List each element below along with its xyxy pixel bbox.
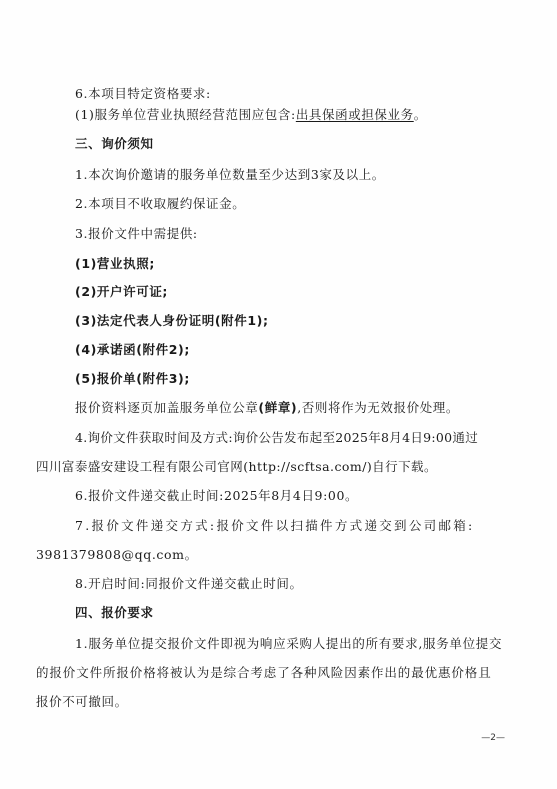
- requirement-item-1-underlined: 出具保函或担保业务: [295, 107, 414, 122]
- quotation-item-1: 1.服务单位提交报价文件即视为响应采购人提出的所有要求,服务单位提交: [75, 636, 503, 651]
- section-heading-quotation: 四、报价要求: [75, 605, 154, 620]
- section-heading-inquiry: 三、询价须知: [75, 136, 154, 151]
- inquiry-item-2: 2.本项目不收取履约保证金。: [75, 196, 246, 211]
- inquiry-item-7: 7.报价文件递交方式:报价文件以扫描件方式递交到公司邮箱:: [75, 518, 475, 533]
- requirement-item-1-text: (1)服务单位营业执照经营范围应包含:: [75, 107, 296, 122]
- seal-requirement-suffix: ,否则将作为无效报价处理。: [297, 400, 460, 415]
- inquiry-item-1: 1.本次询价邀请的服务单位数量至少达到3家及以上。: [75, 167, 385, 182]
- inquiry-item-7-email: 3981379808@qq.com。: [36, 547, 198, 562]
- inquiry-item-4: 4.询价文件获取时间及方式:询价公告发布起至2025年8月4日9:00通过: [75, 430, 479, 445]
- seal-requirement: [75, 400, 459, 416]
- doc-item-business-license: (1)营业执照;: [75, 256, 155, 271]
- requirement-heading: 6.本项目特定资格要求:: [75, 86, 211, 101]
- inquiry-item-4-cont: 四川富泰盛安建设工程有限公司官网(http://scftsa.com/)自行下载。: [36, 459, 437, 474]
- doc-item-account-permit: (2)开户许可证;: [75, 284, 169, 299]
- inquiry-item-8: 8.开启时间:同报价文件递交截止时间。: [75, 576, 303, 591]
- inquiry-item-6: 6.报价文件递交截止时间:2025年8月4日9:00。: [75, 488, 359, 503]
- doc-item-quotation-form: (5)报价单(附件3);: [75, 371, 190, 386]
- quotation-item-1-end: 报价不可撤回。: [36, 694, 128, 709]
- seal-requirement-bold: (鲜章): [258, 400, 298, 415]
- inquiry-item-3: 3.报价文件中需提供:: [75, 226, 198, 241]
- doc-item-legal-rep-id: (3)法定代表人身份证明(附件1);: [75, 313, 269, 328]
- page-number: —2—: [481, 733, 505, 743]
- requirement-item-1: [75, 107, 427, 123]
- doc-item-commitment-letter: (4)承诺函(附件2);: [75, 342, 190, 357]
- seal-requirement-text: 报价资料逐页加盖服务单位公章: [75, 400, 259, 415]
- requirement-item-1-suffix: 。: [413, 107, 427, 122]
- quotation-item-1-cont: 的报价文件所报价格将被认为是综合考虑了各种风险因素作出的最优惠价格且: [36, 665, 492, 680]
